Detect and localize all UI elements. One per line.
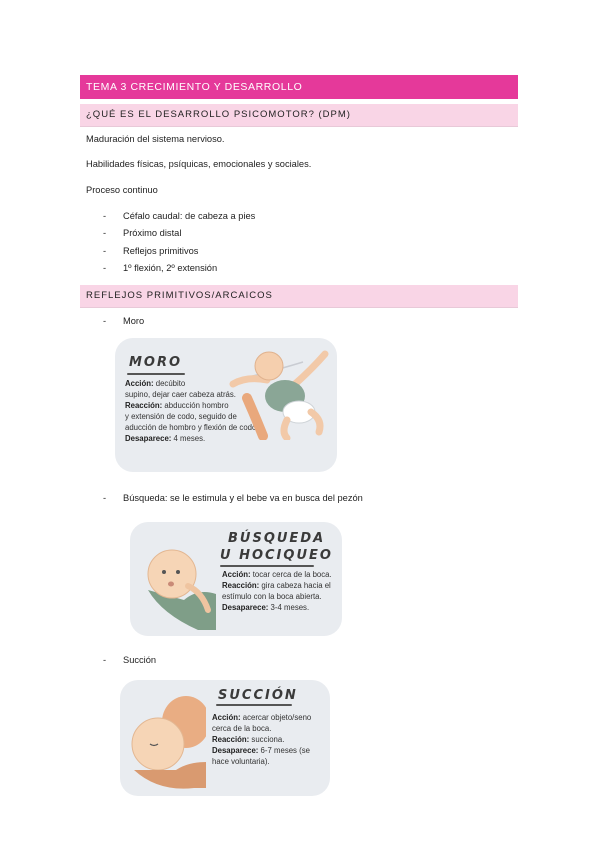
- list-item-text: Búsqueda: se le estimula y el bebe va en busca del pezón: [123, 493, 363, 503]
- divider: [80, 307, 518, 308]
- document-title: TEMA 3 CRECIMIENTO Y DESARROLLO: [80, 75, 518, 99]
- list-item: - 1º flexión, 2º extensión: [103, 263, 218, 273]
- card-title-line2: U HOCIQUEO: [220, 548, 333, 563]
- baby-nursing-illustration-icon: [124, 692, 206, 792]
- list-item: - Céfalo caudal: de cabeza a pies: [103, 211, 256, 221]
- moro-reflex-card: [115, 338, 337, 472]
- busqueda-reflex-card: [130, 522, 342, 636]
- list-item-text: Succión: [123, 655, 157, 665]
- card-description: Acción: acercar objeto/seno cerca de la boca. Reacción: succiona. Desaparece: 6-7 meses (se hace voluntaria).: [212, 713, 312, 766]
- title-underline: [216, 704, 292, 706]
- list-item-text: Moro: [123, 316, 145, 326]
- list-item-text: Reflejos primitivos: [123, 246, 199, 256]
- list-item: - Succión: [103, 655, 157, 665]
- list-item: - Reflejos primitivos: [103, 246, 199, 256]
- paragraph: Proceso continuo: [86, 185, 158, 195]
- succion-reflex-card: [120, 680, 330, 796]
- list-item-text: 1º flexión, 2º extensión: [123, 263, 218, 273]
- list-item-text: Próximo distal: [123, 228, 182, 238]
- list-item: - Búsqueda: se le estimula y el bebe va en busca del pezón: [103, 493, 363, 503]
- list-item-text: Céfalo caudal: de cabeza a pies: [123, 211, 256, 221]
- paragraph: Maduración del sistema nervioso.: [86, 134, 225, 144]
- list-item: - Próximo distal: [103, 228, 182, 238]
- divider: [80, 126, 518, 127]
- title-underline: [220, 565, 314, 567]
- section-heading-reflejos: REFLEJOS PRIMITIVOS/ARCAICOS: [80, 285, 518, 307]
- paragraph: Habilidades físicas, psíquicas, emocionales y sociales.: [86, 159, 312, 169]
- card-title: SUCCIÓN: [218, 688, 298, 703]
- baby-startle-illustration-icon: [207, 340, 335, 440]
- title-underline: [127, 373, 185, 375]
- card-description: Acción: decúbito supino, dejar caer cabeza atrás. Reacción: abducción hombro y extensión de codo, seguido de aducción de hombro y flexión de codo. Desaparece: 4 meses.: [125, 379, 259, 443]
- card-description: Acción: tocar cerca de la boca. Reacción: gira cabeza hacia el estímulo con la boca abierta. Desaparece: 3-4 meses.: [222, 570, 332, 612]
- section-heading-dpm: ¿QUÉ ES EL DESARROLLO PSICOMOTOR? (DPM): [80, 104, 518, 126]
- card-title: MORO: [129, 355, 183, 370]
- list-item: - Moro: [103, 316, 145, 326]
- card-title-line1: BÚSQUEDA: [228, 531, 326, 546]
- baby-rooting-illustration-icon: [138, 530, 216, 630]
